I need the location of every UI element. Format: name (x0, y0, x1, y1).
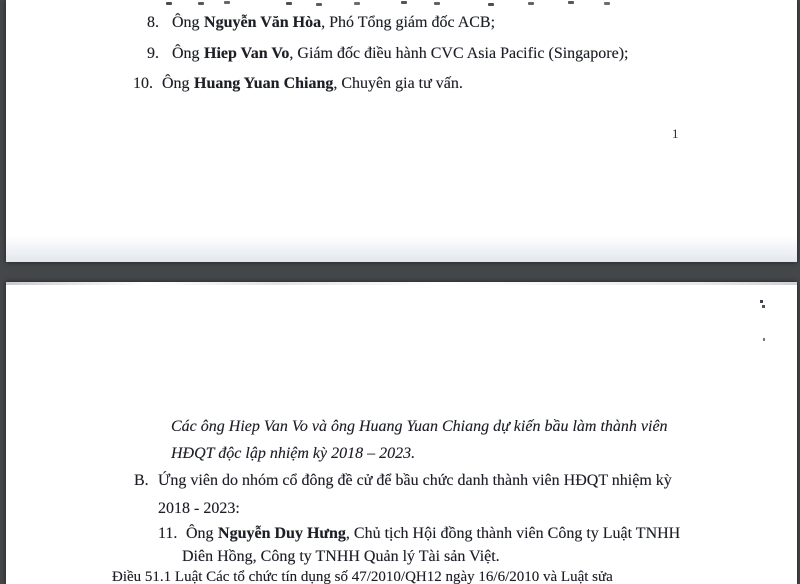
list-item-number: 10. (133, 75, 153, 92)
person-name: Huang Yuan Chiang (194, 75, 334, 92)
list-item-prefix: Ông (162, 75, 190, 92)
list-item-9 (147, 44, 628, 64)
person-name: Hiep Van Vo (204, 45, 290, 62)
person-name: Nguyễn Văn Hòa (204, 14, 322, 31)
scan-artifact (763, 338, 765, 341)
list-item-number: 8. (147, 14, 159, 31)
section-b-heading-line2: 2018 - 2023: (158, 500, 240, 517)
document-page-2 (6, 282, 797, 584)
document-page-1 (6, 0, 797, 262)
scan-smudge (6, 282, 797, 285)
person-title: , Chuyên gia tư vấn. (333, 75, 463, 92)
list-item-11 (158, 524, 680, 544)
person-name: Nguyễn Duy Hưng (218, 525, 346, 542)
person-title: , Phó Tổng giám đốc ACB; (321, 14, 496, 31)
page-number: 1 (672, 126, 679, 141)
independent-members-note-line1: Các ông Hiep Van Vo và ông Huang Yuan Chiang dự kiến bầu làm thành viên (171, 418, 668, 435)
independent-members-note-line2: HĐQT độc lập nhiệm kỳ 2018 – 2023. (171, 445, 416, 462)
list-item-8 (147, 13, 495, 33)
list-item-number: 11. (158, 525, 178, 542)
person-title: , Chủ tịch Hội đồng thành viên Công ty Luật TNHH (345, 525, 681, 542)
list-item-prefix: Ông (186, 525, 214, 542)
list-item-10 (133, 74, 463, 94)
section-label: B. (134, 472, 149, 489)
list-item-prefix: Ông (172, 14, 200, 31)
person-title: , Giám đốc điều hành CVC Asia Pacific (Singapore); (289, 45, 629, 62)
footnote-text: Điều 51.1 Luật Các tổ chức tín dụng số 47/2010/QH12 ngày 16/6/2010 và Luật sửa (112, 569, 613, 584)
list-item-number: 9. (147, 45, 159, 62)
clipped-line-remnants (166, 2, 172, 5)
list-item-11-line2: Diên Hồng, Công ty TNHH Quản lý Tài sản Việt. (182, 548, 500, 565)
scan-artifact (760, 300, 763, 303)
list-item-prefix: Ông (172, 45, 200, 62)
scan-smudge (6, 236, 797, 262)
section-b-heading (134, 471, 672, 491)
section-heading-text: Ứng viên do nhóm cổ đông đề cử để bầu chức danh thành viên HĐQT nhiệm kỳ (158, 472, 672, 489)
